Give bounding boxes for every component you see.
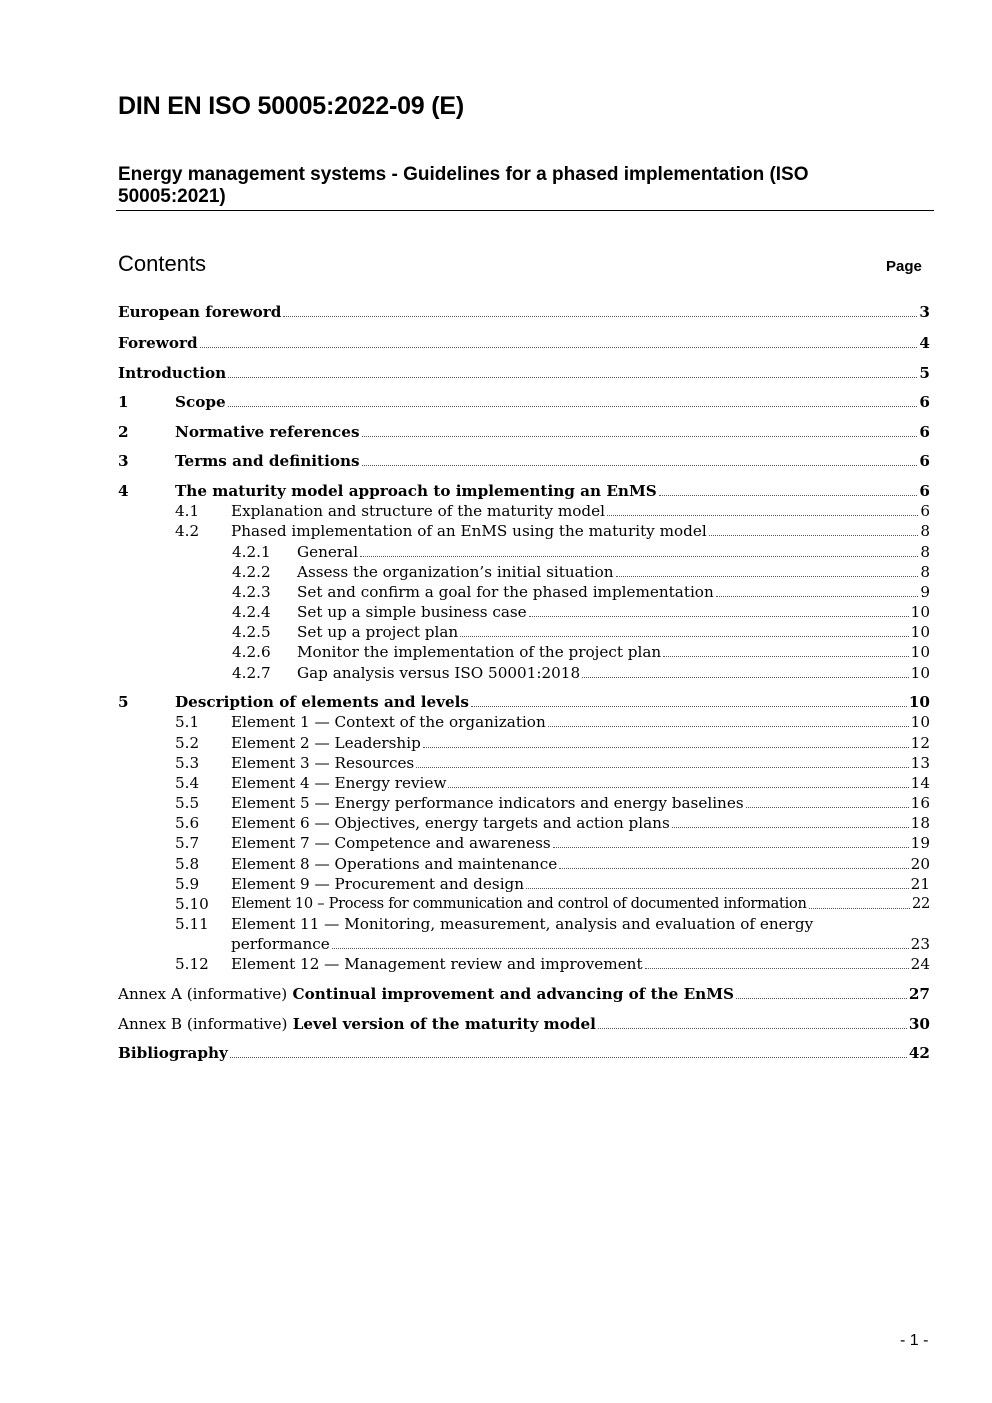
toc-title-continued: performance [231,935,330,953]
toc-page: 10 [908,693,930,711]
toc-title: Phased implementation of an EnMS using the maturity model [231,522,707,540]
toc-title: Element 1 — Context of the organization [231,713,546,731]
toc-number: 5.11 [175,915,209,933]
toc-number: 5.1 [175,713,200,731]
toc-title: Element 10 – Process for communication and control of documented information [231,895,807,912]
toc-entry-4-2-5[interactable] [118,622,930,642]
toc-entry-4-1[interactable] [118,501,930,521]
toc-number: 4 [118,482,129,500]
toc-title: Element 3 — Resources [231,754,415,772]
page-column-heading: Page [886,258,922,275]
toc-entry-2[interactable] [118,422,930,442]
toc-title: Element 4 — Energy review [231,774,447,792]
toc-entry-4-2-4[interactable] [118,602,930,622]
toc-page: 21 [910,875,930,893]
toc-entry-5-2[interactable] [118,733,930,753]
toc-entry-4-2-7[interactable] [118,663,930,683]
toc-number: 5.10 [175,895,209,913]
toc-title: Element 12 — Management review and improvement [231,955,643,973]
toc-number: 1 [118,393,129,411]
toc-title: Bibliography [118,1044,228,1062]
toc-entry-5-5[interactable] [118,793,930,813]
toc-number: 5.12 [175,955,209,973]
toc-title: Description of elements and levels [175,693,469,711]
toc-entry-4-2-6[interactable] [118,642,930,662]
toc-page: 23 [910,935,930,953]
toc-page: 10 [910,603,930,621]
toc-page: 6 [919,393,930,411]
toc-entry-5-6[interactable] [118,813,930,833]
toc-title: Assess the organization’s initial situation [297,563,614,581]
toc-page: 6 [920,502,930,520]
toc-page: 8 [920,563,930,581]
toc-page: 4 [919,334,930,352]
toc-page: 42 [908,1044,930,1062]
toc-entry-5-12[interactable] [118,954,930,974]
title-divider [116,210,934,211]
toc-entry-4-2[interactable] [118,521,930,541]
toc-entry-european-foreword[interactable] [118,302,930,322]
toc-entry-4-2-3[interactable] [118,582,930,602]
toc-title: Normative references [175,423,360,441]
toc-title: Element 5 — Energy performance indicators and energy baselines [231,794,744,812]
toc-entry-5[interactable] [118,692,930,712]
toc-page: 8 [920,522,930,540]
toc-title: General [297,543,359,561]
toc-entry-foreword[interactable] [118,333,930,353]
toc-title: Element 7 — Competence and awareness [231,834,551,852]
document-subtitle: Energy management systems - Guidelines for a phased implementation (ISO 50005:2021) [118,164,809,207]
toc-number: 4.2.2 [232,563,271,581]
toc-entry-4-2-2[interactable] [118,562,930,582]
toc-number: 5.3 [175,754,200,772]
toc-number: 4.2.1 [232,543,271,561]
toc-entry-5-11-continued[interactable] [118,934,930,954]
toc-number: 5.5 [175,794,200,812]
toc-title: Introduction [118,364,227,382]
toc-number: 4.2.7 [232,664,271,682]
toc-number: 2 [118,423,129,441]
annex-label: Annex A (informative) [118,985,288,1003]
toc-entry-annex-b[interactable] [118,1014,930,1034]
toc-number: 5.8 [175,855,200,873]
toc-page: 10 [910,623,930,641]
toc-page: 22 [912,895,930,912]
toc-number: 4.2.3 [232,583,271,601]
toc-title: Set and confirm a goal for the phased implementation [297,583,714,601]
toc-number: 5 [118,693,129,711]
toc-page: 27 [908,985,930,1003]
toc-title: Level version of the maturity model [292,1015,596,1033]
toc-entry-1[interactable] [118,392,930,412]
toc-title: European foreword [118,303,282,321]
toc-number: 4.2.6 [232,643,271,661]
toc-number: 3 [118,452,129,470]
toc-page: 6 [919,482,930,500]
toc-entry-3[interactable] [118,451,930,471]
toc-page: 6 [919,423,930,441]
toc-entry-5-10[interactable] [118,894,930,914]
toc-page: 10 [910,643,930,661]
toc-page: 13 [910,754,930,772]
toc-entry-5-1[interactable] [118,712,930,732]
toc-entry-4-2-1[interactable] [118,542,930,562]
contents-heading: Contents [118,251,207,276]
toc-page: 19 [910,834,930,852]
toc-page: 14 [910,774,930,792]
toc-entry-4[interactable] [118,481,930,501]
toc-page: 30 [908,1015,930,1033]
toc-entry-5-8[interactable] [118,854,930,874]
toc-page: 20 [910,855,930,873]
toc-number: 4.2.4 [232,603,271,621]
toc-entry-5-7[interactable] [118,833,930,853]
toc-entry-5-11[interactable] [118,914,930,934]
toc-page: 5 [919,364,930,382]
toc-title: Element 9 — Procurement and design [231,875,525,893]
toc-page: 12 [910,734,930,752]
toc-number: 5.2 [175,734,200,752]
toc-title: Element 6 — Objectives, energy targets and action plans [231,814,670,832]
toc-title: Scope [175,393,226,411]
toc-entry-bibliography[interactable] [118,1043,930,1063]
toc-title: Element 8 — Operations and maintenance [231,855,558,873]
toc-page: 24 [910,955,930,973]
toc-title: Foreword [118,334,198,352]
toc-title: Gap analysis versus ISO 50001:2018 [297,664,581,682]
toc-entry-5-9[interactable] [118,874,930,894]
toc-title: Explanation and structure of the maturity model [231,502,605,520]
toc-number: 5.7 [175,834,200,852]
toc-number: 5.9 [175,875,200,893]
toc-entry-5-4[interactable] [118,773,930,793]
toc-entry-introduction[interactable] [118,363,930,383]
toc-title: Element 2 — Leadership [231,734,421,752]
toc-number: 4.2.5 [232,623,271,641]
toc-page: 10 [910,713,930,731]
toc-page: 3 [919,303,930,321]
toc-number: 4.2 [175,522,200,540]
toc-number: 4.1 [175,502,200,520]
toc-number: 5.4 [175,774,200,792]
toc-page: 8 [920,543,930,561]
page-number: - 1 - [900,1332,929,1349]
toc-title: The maturity model approach to implementing an EnMS [175,482,657,500]
toc-title: Set up a project plan [297,623,459,641]
document-title: DIN EN ISO 50005:2022-09 (E) [118,92,464,120]
toc-page: 9 [920,583,930,601]
toc-title: Monitor the implementation of the project plan [297,643,662,661]
toc-title: Continual improvement and advancing of the EnMS [292,985,734,1003]
toc-title: Element 11 — Monitoring, measurement, analysis and evaluation of energy [231,915,814,933]
annex-label: Annex B (informative) [118,1015,288,1033]
toc-page: 6 [919,452,930,470]
toc-page: 16 [910,794,930,812]
toc-page: 18 [910,814,930,832]
toc-number: 5.6 [175,814,200,832]
toc-title: Terms and definitions [175,452,360,470]
toc-entry-annex-a[interactable] [118,984,930,1004]
toc-title: Set up a simple business case [297,603,527,621]
toc-page: 10 [910,664,930,682]
toc-entry-5-3[interactable] [118,753,930,773]
